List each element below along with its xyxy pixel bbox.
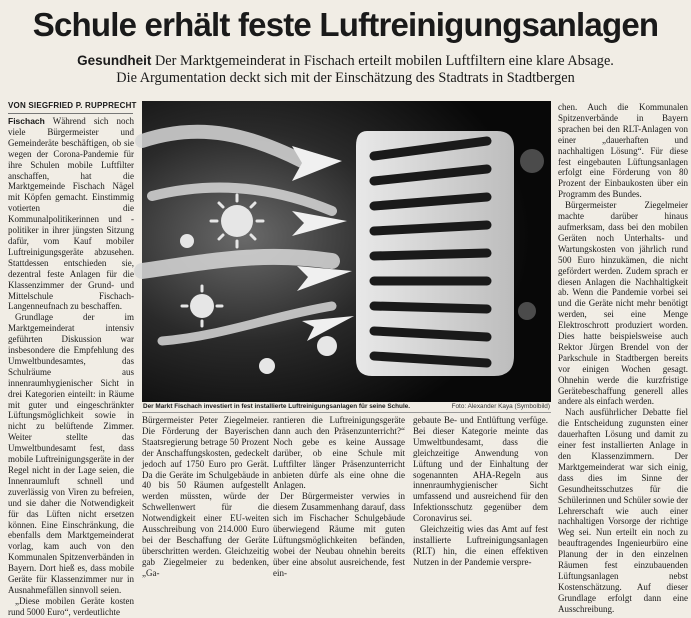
paragraph: Grundlage der im Marktgemeinderat intensiv geführten Diskussion war insbesondere die Empfehlung des Umweltbundesamtes, das Schulräume aus innenraumhygienischer Sicht in drei Kategorien einteilt: in Räume mit guter und eingeschränkter Lüftungsmöglichkeit sowie in nicht zu belüftende Zimmer. Weiter stellte das Umweltbundesamt fest, dass mobile Luftreinigungsgeräte in der Regel nicht in der Lage seien, die Innenraumluft schnell und zuverlässig von Viren zu befreien, und sie daher die Notwendigkeit für das Lüften nicht ersetzen können. Eine Einschränkung, die ebenfalls dem Marktgemeinderat vorlag, kam auch von den Kommunalen Spitzenverbänden in Bayern. Dort hieß es, dass mobile Geräte für Klassenzimmer nur in Ausnahmefällen sinnvoll seien. bbox=[8, 312, 134, 595]
subheadline bbox=[8, 52, 683, 87]
photo-caption: Der Markt Fischach investiert in fest installierte Luftreinigungsanlagen für seine Schule. bbox=[143, 403, 411, 410]
paragraph: Bürgermeister Peter Ziegelmeier. Die Förderung der Bayerischen Staatsregierung betrage 50 Prozent der Anschaffungskosten, gedeckelt jedoch auf 1750 Euro pro Gerät. Da die Geräte im Schulgebäude in 40 bis 50 Räumen aufgestellt werden müssten, würde der Schwellenwert für die Notwendigkeit einer EU-weiten Ausschreibung von 214.000 Euro bei der Beschaffung der Geräte überschritten werden. Gleichzeitig gab Ziegelmeier zu bedenken, „Ga- bbox=[142, 415, 269, 578]
paragraph bbox=[8, 116, 134, 312]
paragraph: „Diese mobilen Geräte kosten rund 5000 Euro“, verdeutlichte bbox=[8, 595, 134, 617]
subline-1: Der Marktgemeinderat in Fischach erteilt mobilen Luftfiltern eine klare Absage. bbox=[154, 53, 614, 69]
photo-caption-bar bbox=[142, 402, 551, 413]
paragraph: chen. Auch die Kommunalen Spitzenverbände in Bayern sprachen bei den RLT-Anlagen von einer „dauerhaften und nachhaltigen Lösung“. Für diese fest eingebauten Lüftungsanlagen erfolgt eine Förderung von 80 Prozent der Einbaukosten über ein Programm des Bundes. bbox=[558, 102, 688, 200]
subline-2: Die Argumentation deckt sich mit der Einschätzung des Stadtrats in Stadtbergen bbox=[116, 70, 575, 86]
headline: Schule erhält feste Luftreinigungsanlagen bbox=[32, 6, 659, 43]
column-4 bbox=[413, 415, 548, 567]
column-5 bbox=[558, 102, 688, 614]
column-2 bbox=[142, 415, 269, 578]
column-3 bbox=[273, 415, 405, 578]
byline-rule bbox=[8, 113, 133, 114]
paragraph: Nach ausführlicher Debatte fiel die Entscheidung zugunsten einer dauerhaften Lösung und damit zu einer fest installierten Anlage in den Klassenzimmern. Der Marktgemeinderat war sich einig, dass dies im Sinne der Gesundheitsschutzes für die Schülerinnen und Schüler sowie der Lehrerschaft wie auch einer nachhaltigen Vorsorge der richtige Weg sei. Nun erteilt ein noch zu beauftragendes Ingenieurbüro eine Planung der in den einzelnen Räumen fest einzubauenden Lüftungsanlagen nebst Kostenschätzung. Auf dieser Grundlage erfolgt dann eine Ausschreibung. bbox=[558, 407, 688, 614]
paragraph: Bürgermeister Ziegelmeier machte darüber hinaus aufmerksam, dass bei den mobilen Geräten noch Unterhalts- und Wartungskosten von jährlich rund 500 Euro hinzukämen, die nicht gefördert werden. Zudem sprach er diesen Anlagen die Nachhaltigkeit ab. Wenn die Pandemie vorbei sei und die Geräte nicht mehr benötigt werden, sei eine Menge Elektroschrott produziert worden. Dies hatte beispielsweise auch Rektor Jürgen Brendel von der Parkschule in Stadtbergen bereits vor einigen Wochen gesagt. Ohnehin werde die kurzfristige Gerätebeschaffung generell alles andere als einfach werden. bbox=[558, 200, 688, 407]
air-purifier-device bbox=[356, 131, 514, 376]
byline: VON SIEGFRIED P. RUPPRECHT bbox=[8, 101, 137, 110]
kicker: Gesundheit bbox=[77, 53, 152, 68]
paragraph: Der Bürgermeister verwies in diesem Zusammenhang darauf, dass sich im Fischacher Schulgebäude überwiegend Räume mit guten Lüftungsmöglichkeiten befänden, wobei der Neubau ohnehin bereits über eine absolut ausreichende, fest ein- bbox=[273, 491, 405, 578]
paragraph: gebaute Be- und Entlüftung verfüge. Bei dieser Kategorie meinte das Umweltbundesamt, dass die gleichzeitige Anwendung von Lüftung und der Einhaltung der sogenannten AHA-Regeln aus innenraumhygienischer Sicht umfassend und ausreichend für den Infektionsschutz gegenüber dem Coronavirus sei. bbox=[413, 415, 548, 524]
paragraph: rantieren die Luftreinigungsgeräte dann auch den Präsenzunterricht?“ Noch gebe es keine Aussage darüber, ob eine Schule mit Luftfilter länger Präsenzunterricht anbieten dürfe als eine ohne die Anlagen. bbox=[273, 415, 405, 491]
column-1 bbox=[8, 116, 134, 617]
dateline: Fischach bbox=[8, 116, 45, 126]
air-purifier-illustration bbox=[142, 101, 551, 402]
paragraph-text: Während sich noch viele Bürgermeister und Gemeinderäte beschäftigen, ob sie wegen der Corona-Pandemie für ihre Schulen mobile Luftfilter anschaffen, hat die Marktgemeinde Fischach Nägel mit Köpfen gemacht. Einstimmig votierten die Kommunalpolitikerinnen und -politiker in ihrer jüngsten Sitzung dafür, vom Kauf mobiler Luftreinigungsgeräte abzusehen. Stattdessen entschieden sie, dezentral feste Anlagen für die Klassenzimmer der Grund- und Mittelschule Fischach-Langenneufnach zu beschaffen. bbox=[8, 116, 134, 312]
article-photo bbox=[142, 101, 551, 402]
photo-credit: Foto: Alexander Kaya (Symbolbild) bbox=[451, 403, 550, 410]
paragraph: Gleichzeitig wies das Amt auf fest installierte Luftreinigungsanlagen (RLT) hin, die einen effektiven Nutzen in der Pandemie verspre- bbox=[413, 524, 548, 567]
